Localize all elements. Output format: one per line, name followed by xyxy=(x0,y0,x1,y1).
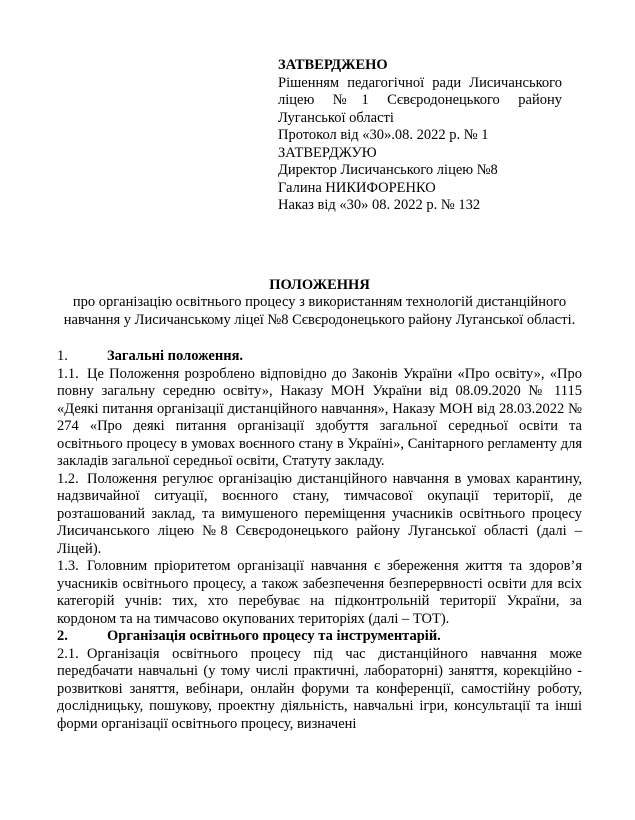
section-number: 1. xyxy=(57,348,68,364)
paragraph-text: Головним пріоритетом організації навчання є збереження життя та здоров’я учасників освітнього процесу, а також забезпечення безперервності освіти для всіх категорій учнів: тих, хто перебуває на підконтрольній території України, за кордоном та на тимчасово окупованих територіях (далі – ТОТ). xyxy=(57,558,582,627)
paragraph-text: Положення регулює організацію дистанційного навчання в умовах карантину, надзвичайної ситуації, воєнного стану, тимчасової окупації території, де розташований заклад, та вимушеного переміщення учасників освітнього процесу Лисичанського ліцею №8 Сєвєродонецького району Луганської області (далі – Ліцей). xyxy=(57,470,582,557)
approval-line: Луганської області xyxy=(278,109,394,126)
approval-stamp-approved: ЗАТВЕРДЖЕНО xyxy=(278,57,388,73)
paragraph-1-1 xyxy=(57,366,582,471)
approval-protocol-line: Протокол від «30».08. 2022 р. № 1 xyxy=(278,127,489,143)
document-subtitle: про організацію освітнього процесу з використанням технологій дистанційного навчання у Лисичанському ліцеї №8 Сєвєродонецького району Луганської області. xyxy=(63,294,576,328)
paragraph-number: 2.1. xyxy=(57,645,79,662)
paragraph-1-3 xyxy=(57,558,582,628)
approval-line: Рішенням педагогічної ради Лисичанського xyxy=(278,74,562,91)
title-block xyxy=(57,277,582,330)
document-title: ПОЛОЖЕННЯ xyxy=(269,276,370,293)
approval-line: ліцею №1 Сєвєродонецького району xyxy=(278,92,562,108)
document-body xyxy=(57,348,582,733)
paragraph-1-2 xyxy=(57,471,582,559)
paragraph-number: 1.1. xyxy=(57,365,79,382)
section-heading-text: Загальні положення. xyxy=(107,348,244,364)
section-number: 2. xyxy=(57,628,68,644)
paragraph-2-1 xyxy=(57,646,582,734)
approval-stamp-approving: ЗАТВЕРДЖУЮ xyxy=(278,144,377,161)
paragraph-text: Організація освітнього процесу під час дистанційного навчання може передбачати навчальні (у тому числі практичні, лабораторні) заняття, корекційно - розвиткові заняття, вебінари, онлайн форуми та конференції, самостійну роботу, дослідницьку, пошукову, проектну діяльність, навчальні ігри, консультації та інші форми організації освітнього процесу, визначені xyxy=(57,645,582,732)
approval-order-line: Наказ від «30» 08. 2022 р. № 132 xyxy=(278,197,481,213)
section-heading-text: Організація освітнього процесу та інструментарій. xyxy=(107,628,441,644)
paragraph-number: 1.3. xyxy=(57,558,79,574)
approval-block xyxy=(278,57,562,215)
approval-director-name: Галина НИКИФОРЕНКО xyxy=(278,179,436,196)
paragraph-text: Це Положення розроблено відповідно до Законів України «Про освіту», «Про повну загальну середню освіту», Наказу МОН України від 08.09.2020 № 1115 «Деякі питання організації дистанційного навчання», Наказу МОН від 28.03.2022 № 274 «Про деякі питання організації здобуття загальної середньої освіти та освітнього процесу в умовах воєнного стану в Україні», Санітарного регламенту для закладів загальної середньої освіти, Статуту закладу. xyxy=(57,365,582,469)
section-heading-2 xyxy=(57,628,582,646)
approval-director-line: Директор Лисичанського ліцею №8 xyxy=(278,162,498,178)
paragraph-number: 1.2. xyxy=(57,470,79,487)
section-heading-1 xyxy=(57,348,582,366)
